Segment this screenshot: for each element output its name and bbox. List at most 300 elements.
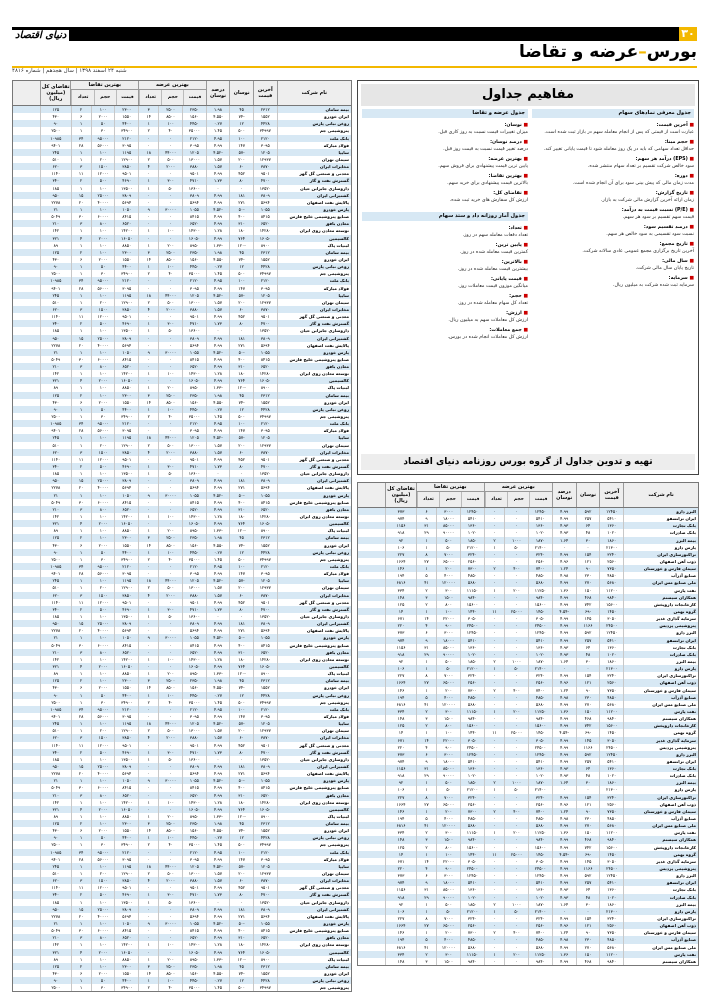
cell-company: روغن نباتی پارس xyxy=(277,692,351,699)
cell-value: ۲ xyxy=(484,565,504,572)
cell-company: لبنیات پاک xyxy=(277,670,351,677)
cell-value: ۱۲۴۵۰ xyxy=(528,629,552,636)
cell-value: ۴۴۰۰ xyxy=(114,692,138,699)
cell-value: ۳۵۰۰۰ xyxy=(182,699,206,706)
cell-value: ۱۳۵۰۰ xyxy=(114,613,138,620)
cell-value: ۲۱۲۰ xyxy=(114,563,138,570)
cell-value: ۹۵۰۰۰ xyxy=(91,420,115,427)
cell-company: ملی صنایع مس ایران xyxy=(623,701,698,708)
cell-value: ۸۵۰۰ xyxy=(158,113,182,120)
cell-value: ۳۷۳ xyxy=(385,872,416,879)
cell-company: مخابرات ایران xyxy=(277,734,351,741)
concept-definition: ارزش کل معاملات سهم به میلیون ریال. xyxy=(448,318,528,323)
cell-value: ۱.۹۸ xyxy=(206,106,230,113)
table-row xyxy=(358,679,698,686)
cell-value: ۲۰۰ xyxy=(158,670,182,677)
cell-value: ۱۵۵۲ xyxy=(253,399,277,406)
cell-value: ۱۳۵۲۰ xyxy=(253,899,277,906)
cell-value: ۱۰۲۰ xyxy=(460,529,484,536)
cell-value: ۳۵۰۰۰ xyxy=(182,127,206,134)
cell-value: ۴.۵۴- xyxy=(552,851,576,858)
cell-value: ۹۸۴۰ xyxy=(599,836,623,843)
cell-value: ۴۸۵۰ xyxy=(460,815,484,822)
cell-value: ۲۱۴۰۰ xyxy=(528,786,552,793)
cell-value: ۲ xyxy=(484,658,504,665)
cell-value: ۵۰۴۹ xyxy=(40,927,70,934)
cell-company: بانک تجارت xyxy=(623,765,698,772)
cell-value: ۰ xyxy=(158,949,182,956)
cell-value: ۱۴۳۰۰ xyxy=(182,941,206,948)
cell-value: ۰ xyxy=(158,792,182,799)
cell-value: ۲ xyxy=(484,929,504,936)
cell-value: ۴۰۰۰۰ xyxy=(91,913,115,920)
cell-value: ۵۶۸۰ xyxy=(460,579,484,586)
cell-value: ۴۵۲ xyxy=(229,170,253,177)
table-row xyxy=(358,594,698,601)
cell-value: ۰ xyxy=(138,620,158,627)
cell-value: ۲ xyxy=(484,687,504,694)
table-row xyxy=(13,784,351,791)
cell-value: ۲ xyxy=(71,891,91,898)
cell-value: ۰ xyxy=(484,644,504,651)
table-row xyxy=(13,891,351,898)
cell-value: ۲۲۷۸ xyxy=(40,484,70,491)
cell-value: ۱ xyxy=(416,544,436,551)
cell-value: ۴۶۸ xyxy=(576,715,600,722)
cell-company: معدنی و صنعتی گل گهر xyxy=(277,742,351,749)
cell-value: ۳۸۰۹ xyxy=(114,906,138,913)
cell-value: ۰ xyxy=(484,894,504,901)
cell-value: ۲۱۲۰ xyxy=(182,563,206,570)
cell-value: ۴.۹۹ xyxy=(552,836,576,843)
cell-value: ۱۲۰۵ xyxy=(253,149,277,156)
cell-value: ۱ xyxy=(71,920,91,927)
cell-value: ۹۵۰۰۰ xyxy=(91,706,115,713)
cell-value: ۳۰ xyxy=(576,901,600,908)
cell-value: ۲۵۰۰۰ xyxy=(91,763,115,770)
cell-value: ۱.۵۷ xyxy=(206,584,230,591)
cell-value: ۳۱ xyxy=(416,765,436,772)
table-row xyxy=(13,270,351,277)
cell-value: ۱.۶۴ xyxy=(552,779,576,786)
cell-value: ۸۵۰۰۰ xyxy=(436,644,460,651)
cell-value: ۱۱۹۵ xyxy=(114,149,138,156)
cell-value: ۸۹۵۰ xyxy=(182,527,206,534)
cell-value: ۹۸۴۰ xyxy=(460,715,484,722)
cell-value: ۱۲ xyxy=(229,549,253,556)
cell-value: ۴۴۵۰ xyxy=(182,406,206,413)
cell-company: ایران خودرو xyxy=(277,256,351,263)
cell-value: ۴.۹۳ xyxy=(552,522,576,529)
cell-value: ۱ xyxy=(416,608,436,615)
cell-value: ۰ xyxy=(576,544,600,551)
cell-value: ۰ xyxy=(504,844,528,851)
cell-value: ۱۸۰ xyxy=(229,941,253,948)
cell-value: ۱۱ xyxy=(484,851,504,858)
cell-value: ۱ xyxy=(138,899,158,906)
cell-value: ۱.۵۷ xyxy=(206,877,230,884)
cell-company: بانک صادرات xyxy=(623,651,698,658)
cell-value: ۱۲۹۳۷ xyxy=(253,299,277,306)
mid-section2-title: جدول آمار روزانه داد و ستد سهام xyxy=(362,212,528,221)
table-row xyxy=(13,142,351,149)
cell-value: ۱ xyxy=(138,977,158,984)
cell-value: ۰ xyxy=(484,944,504,951)
cell-company: ذوب آهن اصفهان xyxy=(623,801,698,808)
cell-value: ۴.۹۹ xyxy=(206,649,230,656)
cell-value: ۹۰۰ xyxy=(436,622,460,629)
cell-value: ۱۱ xyxy=(71,456,91,463)
cell-value: ۲۱۳۰۰ xyxy=(599,786,623,793)
cell-value: ۵۶۹۴ xyxy=(182,199,206,206)
cell-value: ۰ xyxy=(206,327,230,334)
cell-value: ۴۰۰ xyxy=(504,808,528,815)
cell-value: ۱.۲۸ xyxy=(206,370,230,377)
cell-company: پالایش نفت اصفهان xyxy=(277,913,351,920)
cell-value: ۱۴۵۰ xyxy=(599,608,623,615)
cell-value: ۴.۹۹ xyxy=(206,763,230,770)
cell-value: ۰ xyxy=(158,849,182,856)
cell-value: ۴۶۸ xyxy=(576,836,600,843)
cell-value: ۱۲۴۵۰ xyxy=(460,508,484,515)
cell-value: ۲۲۷ xyxy=(385,915,416,922)
cell-value: ۳۴۹۹۷ xyxy=(253,984,277,991)
cell-value: ۴.۹۹ xyxy=(206,934,230,941)
cell-value: ۲۷ xyxy=(416,558,436,565)
cell-value: ۸۵۰۰۰ xyxy=(436,522,460,529)
table-row xyxy=(358,758,698,765)
cell-value: ۶۰۰۰۰ xyxy=(91,642,115,649)
concept-term: ■ (P/E) نسبت قیمت به درآمد: xyxy=(621,208,694,213)
cell-value: ۳۴ xyxy=(71,563,91,570)
cell-value: ۳۰۹۵ xyxy=(114,713,138,720)
cell-company: ملی صنایع مس ایران xyxy=(623,944,698,951)
cell-value: ۳ xyxy=(138,106,158,113)
cell-company: کشتیرانی ایران xyxy=(277,192,351,199)
cell-value: ۱۰۰ xyxy=(229,420,253,427)
cell-company: همکاران سیستم xyxy=(623,594,698,601)
cell-value: ۲۳۰۰ xyxy=(114,249,138,256)
table-row xyxy=(358,701,698,708)
cell-value: ۱۵۵۰ xyxy=(114,684,138,691)
cell-value: ۹۰ xyxy=(40,406,70,413)
cell-value: ۱۳۰۰۰ xyxy=(182,584,206,591)
cell-value: ۲۲۷۸ xyxy=(40,627,70,634)
cell-value: ۵۱۰ xyxy=(40,442,70,449)
cell-value: ۱۳۵۲۰ xyxy=(253,327,277,334)
concept-definition: حداقل تعداد سهامی که باید در یک روز معامله شود تا قیمت پایانی تغییر کند. xyxy=(543,147,694,152)
cell-company: البرز دارو xyxy=(623,508,698,515)
table-row xyxy=(13,577,351,584)
cell-value: ۲۰۰۰ xyxy=(91,970,115,977)
table-row xyxy=(13,899,351,906)
cell-value: ۱۲۹۰۰ xyxy=(114,156,138,163)
cell-value: ۲۵۰۰ xyxy=(158,820,182,827)
cell-value: ۱۲۰۰۰۰ xyxy=(436,701,460,708)
cell-value: ۲۵۶۰ xyxy=(599,558,623,565)
cell-value: ۲۵۰۰ xyxy=(40,413,70,420)
cell-value: ۱۵۰۰ xyxy=(91,163,115,170)
table-row xyxy=(13,220,351,227)
table-row xyxy=(13,277,351,284)
cell-value: ۳۸۵۰ xyxy=(114,449,138,456)
cell-value: ۱۰۰ xyxy=(158,834,182,841)
cell-value: ۴.۹۹ xyxy=(206,906,230,913)
cell-value: ۴۴۵۰ xyxy=(182,263,206,270)
cell-value: ۳۰ xyxy=(71,356,91,363)
cell-value: ۱۵ xyxy=(71,335,91,342)
cell-company: پارس خودرو xyxy=(277,349,351,356)
cell-value: ۱ xyxy=(416,687,436,694)
table-row xyxy=(13,684,351,691)
cell-value: ۳۴۹۹۷ xyxy=(253,699,277,706)
cell-value: ۵۰۰ xyxy=(91,891,115,898)
cell-value: ۰ xyxy=(504,865,528,872)
cell-company: صنایع آذرآب xyxy=(623,815,698,822)
cell-value: ۰ xyxy=(504,922,528,929)
cell-value: ۲۰۰ xyxy=(436,565,460,572)
cell-company: مخابرات ایران xyxy=(277,306,351,313)
cell-value: ۴۸ xyxy=(576,529,600,536)
cell-value: ۲۵۰۰ xyxy=(158,963,182,970)
cell-value: ۸۴۱۵ xyxy=(253,213,277,220)
page-number: ۳۰ xyxy=(679,27,697,41)
cell-value: ۱۴۵ xyxy=(576,858,600,865)
cell-value: ۱۱ xyxy=(71,884,91,891)
cell-value: ۱۳۰۰۰ xyxy=(182,727,206,734)
cell-value: ۰ xyxy=(229,470,253,477)
cell-value: ۴۵۲ xyxy=(229,742,253,749)
cell-company: سیمان تهران xyxy=(277,870,351,877)
cell-value: ۱۳۰۰۰ xyxy=(182,442,206,449)
cell-value: ۰.۲۷ xyxy=(206,834,230,841)
cell-company: ملی صنایع مس ایران xyxy=(623,579,698,586)
table-row xyxy=(13,492,351,499)
table-row xyxy=(13,613,351,620)
cell-value: ۰ xyxy=(158,427,182,434)
cell-company: داروسازی جابرابن حیان xyxy=(277,185,351,192)
cell-value: ۱۴۵ xyxy=(576,615,600,622)
concept-definition: تعداد دفعات معامله سهم در روز. xyxy=(462,233,528,238)
cell-value: ۴.۵۵- xyxy=(206,970,230,977)
cell-value: ۱۳۶۰ xyxy=(528,886,552,893)
cell-value: ۲۳۰ xyxy=(576,815,600,822)
cell-value: ۶۰ xyxy=(229,163,253,170)
cell-value: ۲۳۵۰ xyxy=(182,820,206,827)
cell-value: ۲ xyxy=(138,984,158,991)
cell-value: ۵۱۰ xyxy=(40,727,70,734)
cell-company: پارس خودرو xyxy=(277,206,351,213)
cell-value: ۴.۹۹ xyxy=(552,865,576,872)
cell-value: ۶۵۲۰ xyxy=(182,649,206,656)
cell-value: ۱۲ xyxy=(229,692,253,699)
cell-company: صنایع پتروشیمی خلیج فارس xyxy=(277,499,351,506)
cell-value: ۵۶۹۴ xyxy=(114,199,138,206)
cell-value: ۱۴۵۰ xyxy=(528,608,552,615)
cell-value: ۴۰۰ xyxy=(504,929,528,936)
cell-value: ۵۰ xyxy=(91,263,115,270)
table-row xyxy=(13,777,351,784)
concept-definition: سود خالص شرکت تقسیم بر تعداد سهام منتشر شده. xyxy=(587,164,694,169)
cell-value: ۲۵۶۰ xyxy=(460,801,484,808)
cell-value: ۹۰ xyxy=(576,929,600,936)
cell-value: ۰ xyxy=(138,649,158,656)
cell-value: ۹ xyxy=(138,492,158,499)
table-row xyxy=(13,934,351,941)
cell-value: ۰ xyxy=(138,420,158,427)
cell-value: ۹۵۰۱ xyxy=(182,170,206,177)
cell-company: پالایش نفت اصفهان xyxy=(277,199,351,206)
cell-value: ۱۵۰ xyxy=(576,829,600,836)
cell-value: ۱۲۹۳۷ xyxy=(253,156,277,163)
cell-value: ۲۷ xyxy=(416,679,436,686)
cell-value: ۱۵۰ xyxy=(576,587,600,594)
cell-value: ۱۰۰ xyxy=(91,527,115,534)
cell-value: ۰ xyxy=(504,715,528,722)
cell-company: بیمه سامان xyxy=(277,677,351,684)
cell-value: ۶۴ xyxy=(576,644,600,651)
cell-value: ۱۱۲۰۰ xyxy=(599,708,623,715)
cell-value: ۰ xyxy=(504,958,528,965)
cell-value: ۵۰۰ xyxy=(229,984,253,991)
cell-value: ۰ xyxy=(138,506,158,513)
cell-value: ۶۵۲۰ xyxy=(182,506,206,513)
cell-company: سایپا xyxy=(277,292,351,299)
table-row xyxy=(13,163,351,170)
table-row xyxy=(13,227,351,234)
cell-value: ۱۴۸ xyxy=(385,958,416,965)
cell-value: ۱۲۱ xyxy=(576,679,600,686)
cell-value: ۳۰ xyxy=(71,784,91,791)
cell-value: ۶۸۱۶ xyxy=(385,579,416,586)
cell-value: ۶۵۰۰۰ xyxy=(436,679,460,686)
cell-value: ۴.۹۹ xyxy=(552,701,576,708)
cell-value: ۳ xyxy=(138,534,158,541)
cell-value: ۰ xyxy=(138,170,158,177)
cell-value: ۵۰- xyxy=(229,492,253,499)
cell-value: ۲۴۵۰۰ xyxy=(460,622,484,629)
cell-value: ۰ xyxy=(138,934,158,941)
cell-value: ۹۰ xyxy=(40,692,70,699)
concept-term: ■ سال مالی: xyxy=(662,259,694,264)
cell-value: ۰ xyxy=(138,335,158,342)
cell-value: ۲ xyxy=(416,844,436,851)
concept-definition: زمان ارائه آخرین گزارش مالی شرکت به بازار. xyxy=(600,198,694,203)
cell-value: ۲۴۵ xyxy=(40,577,70,584)
cell-value: ۵۰۰ xyxy=(158,870,182,877)
cell-value: ۵ xyxy=(416,572,436,579)
cell-value: ۲۱ xyxy=(40,349,70,356)
cell-company: روغن نباتی پارس xyxy=(277,263,351,270)
cell-value: ۱۶۶۴ xyxy=(385,679,416,686)
cell-value: ۰ xyxy=(158,713,182,720)
cell-value: ۰ xyxy=(484,772,504,779)
cell-value: ۲۰ xyxy=(71,484,91,491)
cell-value: ۱۶۰۵۰ xyxy=(114,377,138,384)
cell-company: گروه بهمن xyxy=(623,729,698,736)
cell-value: ۱۰۰ xyxy=(91,813,115,820)
cell-company: ایران ترانسفو xyxy=(623,637,698,644)
cell-value: ۴.۹۳ xyxy=(552,886,576,893)
cell-value: ۸ xyxy=(416,672,436,679)
cell-value: ۹۵۰۱ xyxy=(114,313,138,320)
cell-value: ۲۵۷ xyxy=(576,515,600,522)
cell-value: ۰ xyxy=(576,908,600,915)
cell-value: ۹۵۰۱ xyxy=(253,170,277,177)
cell-value: ۴۴۲۸ xyxy=(253,692,277,699)
cell-value: ۲۵۰۰ xyxy=(40,556,70,563)
table-row xyxy=(358,886,698,893)
cell-value: ۰ xyxy=(138,142,158,149)
cell-value: ۴۷۰۰ xyxy=(253,891,277,898)
cell-value: ۱۸ xyxy=(138,720,158,727)
cell-value: ۳۴۹۹۷ xyxy=(253,270,277,277)
cell-value: ۱ xyxy=(71,370,91,377)
cell-value: ۲۰۰۰ xyxy=(91,520,115,527)
cell-value: ۷۴- xyxy=(229,113,253,120)
cell-value: ۳۸۰۹ xyxy=(182,477,206,484)
cell-value: ۳۸۷۰ xyxy=(253,306,277,313)
cell-value: ۴.۹۹ xyxy=(552,622,576,629)
cell-value: ۱۲۰۰۰ xyxy=(91,884,115,891)
cell-company: توسعه معادن روی ایران xyxy=(277,941,351,948)
cell-value: ۱۳۵۰۰ xyxy=(114,899,138,906)
cell-value: ۱۱۲۰۰ xyxy=(599,587,623,594)
cell-value: ۱۳۶۰ xyxy=(528,522,552,529)
cell-value: ۵۹۲ xyxy=(576,629,600,636)
table-row xyxy=(358,537,698,544)
cell-value: ۳۴۰ xyxy=(40,320,70,327)
cell-value: ۲ xyxy=(138,127,158,134)
cell-value: ۲۰۰ xyxy=(436,808,460,815)
cell-value: ۱۹۴ xyxy=(385,936,416,943)
cell-value: ۰ xyxy=(504,644,528,651)
cell-value: ۴.۵۲- xyxy=(206,149,230,156)
cell-company: معادن بافق xyxy=(277,934,351,941)
cell-value: ۱۲۹۰۰ xyxy=(114,870,138,877)
cell-value: ۳ xyxy=(138,249,158,256)
cell-company: صنایع آذرآب xyxy=(623,572,698,579)
cell-value: ۰ xyxy=(158,363,182,370)
cell-value: ۳۲۴۰ xyxy=(599,672,623,679)
cell-value: ۲۴۵۰۰ xyxy=(528,865,552,872)
cell-value: ۹۲ xyxy=(385,901,416,908)
cell-value: ۴.۹۹ xyxy=(552,844,576,851)
cell-value: ۰ xyxy=(138,342,158,349)
cell-value: ۷۳۵۰ xyxy=(599,687,623,694)
col-group-demand: بهترین تقاضا قیمت حجم تعداد xyxy=(70,81,138,105)
cell-value: ۲۵۰۰۰ xyxy=(91,620,115,627)
cell-value: ۵۰۰ xyxy=(229,841,253,848)
table-row xyxy=(13,949,351,956)
table-row xyxy=(13,542,351,549)
cell-value: ۹ xyxy=(138,777,158,784)
cell-value: ۱۵۶۰۰ xyxy=(460,601,484,608)
cell-value: ۹۰ xyxy=(40,977,70,984)
cell-value: ۱ xyxy=(416,565,436,572)
cell-value: ۱۱۱۵۰ xyxy=(460,951,484,958)
cell-company: بیمه سامان xyxy=(277,820,351,827)
cell-value: ۳ xyxy=(71,734,91,741)
cell-value: ۱۳۶۰ xyxy=(599,886,623,893)
cell-value: ۱ xyxy=(138,227,158,234)
cell-value: ۱۵۰۰ xyxy=(436,715,460,722)
cell-value: ۴۶۹۰ xyxy=(114,463,138,470)
section-subtitle: عرضه و تقاضا xyxy=(519,42,639,62)
cell-value: ۲۰۰ xyxy=(158,242,182,249)
cell-value: ۰ xyxy=(576,665,600,672)
cell-value: ۱ xyxy=(71,442,91,449)
